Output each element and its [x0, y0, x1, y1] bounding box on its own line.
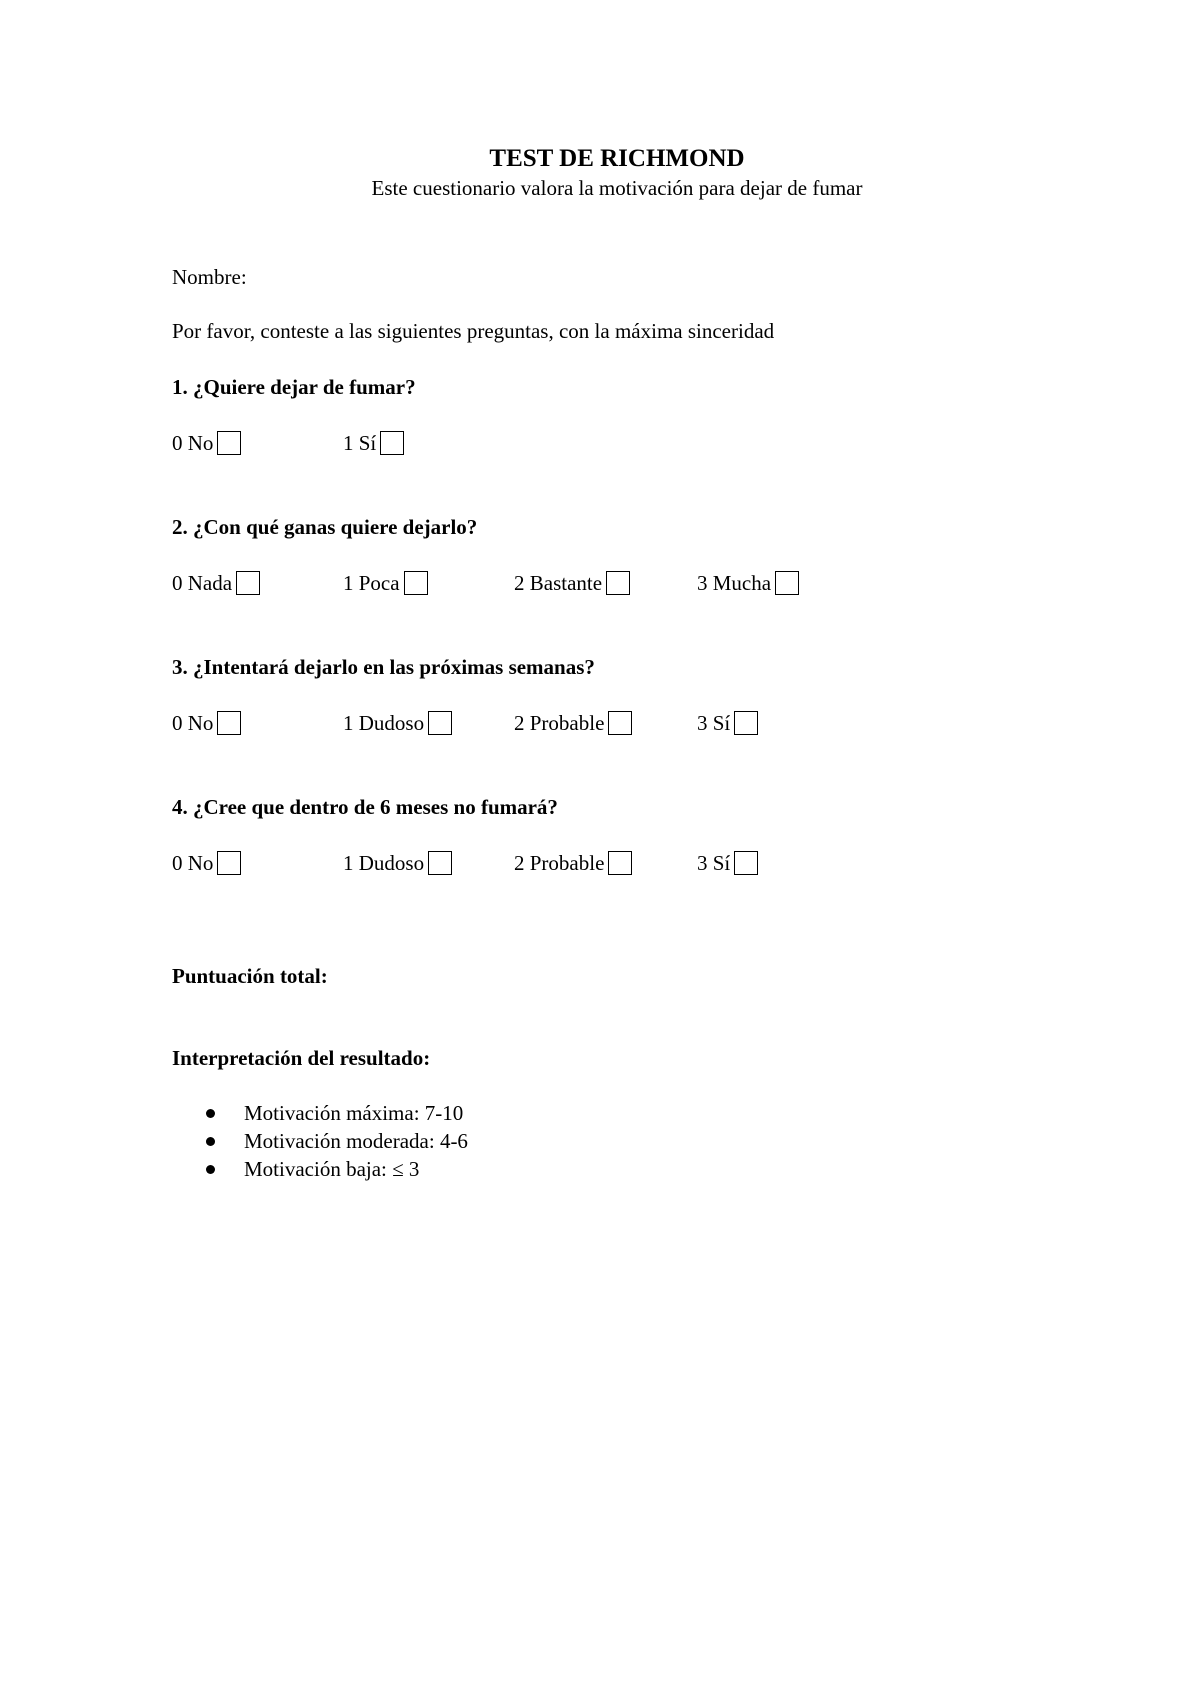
question-4-option-3[interactable]: [697, 850, 758, 876]
document-subtitle: Este cuestionario valora la motivación para dejar de fumar: [371, 176, 863, 200]
interpretation-list: [206, 1099, 468, 1183]
list-item-text: Motivación moderada: 4-6: [244, 1129, 468, 1153]
checkbox[interactable]: [217, 431, 241, 455]
question-3-option-1[interactable]: [343, 710, 452, 736]
option-label: 1 Poca: [343, 571, 400, 595]
total-score-label: Puntuación total:: [172, 964, 328, 988]
option-label: 3 Sí: [697, 711, 731, 735]
question-4-text: 4. ¿Cree que dentro de 6 meses no fumará?: [172, 795, 558, 819]
checkbox[interactable]: [608, 711, 632, 735]
question-3-option-0[interactable]: [172, 710, 241, 736]
option-label: 1 Dudoso: [343, 711, 425, 735]
question-3-text: 3. ¿Intentará dejarlo en las próximas semanas?: [172, 655, 595, 679]
option-label: 2 Bastante: [514, 571, 603, 595]
option-label: 0 No: [172, 851, 214, 875]
name-label: Nombre:: [172, 265, 247, 289]
question-4-option-1[interactable]: [343, 850, 452, 876]
question-2-option-1[interactable]: [343, 570, 428, 596]
option-label: 0 No: [172, 711, 214, 735]
option-label: 0 Nada: [172, 571, 233, 595]
list-item: [206, 1099, 468, 1127]
list-item: [206, 1127, 468, 1155]
option-label: 1 Dudoso: [343, 851, 425, 875]
list-item-text: Motivación máxima: 7-10: [244, 1101, 464, 1125]
question-3-option-3[interactable]: [697, 710, 758, 736]
question-2-text: 2. ¿Con qué ganas quiere dejarlo?: [172, 515, 478, 539]
checkbox[interactable]: [428, 851, 452, 875]
question-2-option-2[interactable]: [514, 570, 630, 596]
checkbox[interactable]: [380, 431, 404, 455]
question-2-option-3[interactable]: [697, 570, 799, 596]
checkbox[interactable]: [608, 851, 632, 875]
question-4-option-0[interactable]: [172, 850, 241, 876]
checkbox[interactable]: [217, 851, 241, 875]
question-1-text: 1. ¿Quiere dejar de fumar?: [172, 375, 416, 399]
option-label: 2 Probable: [514, 851, 605, 875]
question-1-option-0[interactable]: [172, 430, 241, 456]
list-item-text: Motivación baja: ≤ 3: [244, 1157, 420, 1181]
checkbox[interactable]: [428, 711, 452, 735]
document-title: TEST DE RICHMOND: [489, 145, 745, 172]
interpretation-heading: Interpretación del resultado:: [172, 1046, 431, 1070]
option-label: 3 Mucha: [697, 571, 772, 595]
option-label: 3 Sí: [697, 851, 731, 875]
checkbox[interactable]: [404, 571, 428, 595]
checkbox[interactable]: [217, 711, 241, 735]
option-label: 0 No: [172, 431, 214, 455]
checkbox[interactable]: [775, 571, 799, 595]
option-label: 2 Probable: [514, 711, 605, 735]
bullet-icon: [206, 1109, 215, 1118]
checkbox[interactable]: [236, 571, 260, 595]
checkbox[interactable]: [606, 571, 630, 595]
question-4-option-2[interactable]: [514, 850, 632, 876]
option-label: 1 Sí: [343, 431, 377, 455]
list-item: [206, 1155, 468, 1183]
bullet-icon: [206, 1165, 215, 1174]
question-1-option-1[interactable]: [343, 430, 404, 456]
question-3-option-2[interactable]: [514, 710, 632, 736]
question-2-option-0[interactable]: [172, 570, 260, 596]
instructions-text: Por favor, conteste a las siguientes preguntas, con la máxima sinceridad: [172, 319, 775, 343]
bullet-icon: [206, 1137, 215, 1146]
checkbox[interactable]: [734, 851, 758, 875]
checkbox[interactable]: [734, 711, 758, 735]
